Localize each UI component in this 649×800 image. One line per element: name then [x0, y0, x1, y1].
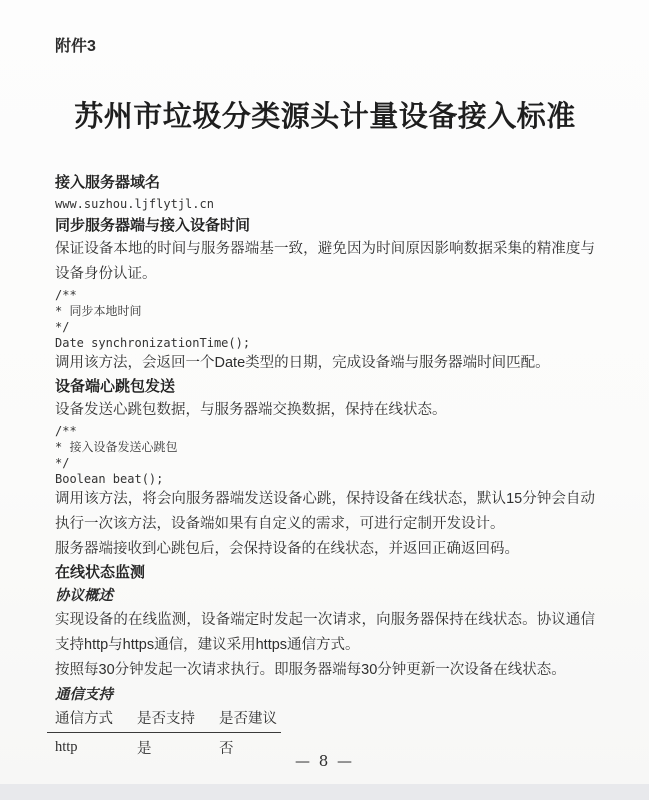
table-header-row [47, 707, 281, 733]
code-line: * 接入设备发送心跳包 [55, 440, 178, 454]
cell-comm-method: http [55, 739, 78, 755]
heartbeat-note-2: 服务器端接收到心跳包后，会保持设备的在线状态，并返回正确返回码。 [55, 541, 519, 557]
code-line: Boolean beat(); [55, 472, 164, 486]
cell-recommended: 否 [219, 741, 234, 757]
heartbeat-paragraph: 设备发送心跳包数据，与服务器端交换数据，保持在线状态。 [55, 402, 447, 418]
code-line: Date synchronizationTime(); [55, 336, 251, 350]
scan-edge-band [0, 784, 649, 800]
time-sync-paragraph: 保证设备本地的时间与服务器端基一致，避免因为时间原因影响数据采集的精准度与设备身份认证。 [55, 241, 595, 282]
attachment-label: 附件3 [55, 38, 96, 55]
subheading-comm-support: 通信支持 [55, 687, 113, 703]
time-sync-code-block [55, 287, 595, 351]
online-monitor-paragraph-2: 按照每30分钟发起一次请求执行。即服务器端每30分钟更新一次设备在线状态。 [55, 662, 566, 678]
column-header-supported: 是否支持 [117, 707, 199, 733]
code-line: /** [55, 288, 77, 302]
column-header-comm-method: 通信方式 [47, 707, 117, 733]
online-monitor-paragraph-1: 实现设备的在线监测，设备端定时发起一次请求，向服务器保持在线状态。协议通信支持http与https通信，建议采用https通信方式。 [55, 612, 595, 653]
heading-server-domain: 接入服务器域名 [55, 174, 161, 191]
time-sync-note: 调用该方法，会返回一个Date类型的日期，完成设备端与服务器端时间匹配。 [55, 355, 550, 371]
code-line: * 同步本地时间 [55, 304, 142, 318]
page-number: — 8 — [294, 752, 355, 770]
code-line: */ [55, 456, 70, 470]
document-body [55, 172, 595, 760]
heading-heartbeat: 设备端心跳包发送 [55, 378, 176, 395]
subheading-protocol-overview: 协议概述 [55, 588, 113, 604]
document-title: 苏州市垃圾分类源头计量设备接入标准 [74, 99, 576, 133]
heading-time-sync: 同步服务器端与接入设备时间 [55, 217, 251, 234]
column-header-recommended: 是否建议 [199, 707, 281, 733]
server-domain-value: www.suzhou.ljflytjl.cn [55, 197, 214, 211]
heartbeat-note-1: 调用该方法，将会向服务器端发送设备心跳，保持设备在线状态，默认15分钟会自动执行一次该方法，设备端如果有自定义的需求，可进行定制开发设计。 [55, 491, 595, 532]
cell-supported: 是 [137, 741, 152, 757]
heading-online-monitor: 在线状态监测 [55, 564, 146, 581]
code-line: */ [55, 320, 70, 334]
heartbeat-code-block [55, 423, 595, 487]
code-line: /** [55, 424, 77, 438]
